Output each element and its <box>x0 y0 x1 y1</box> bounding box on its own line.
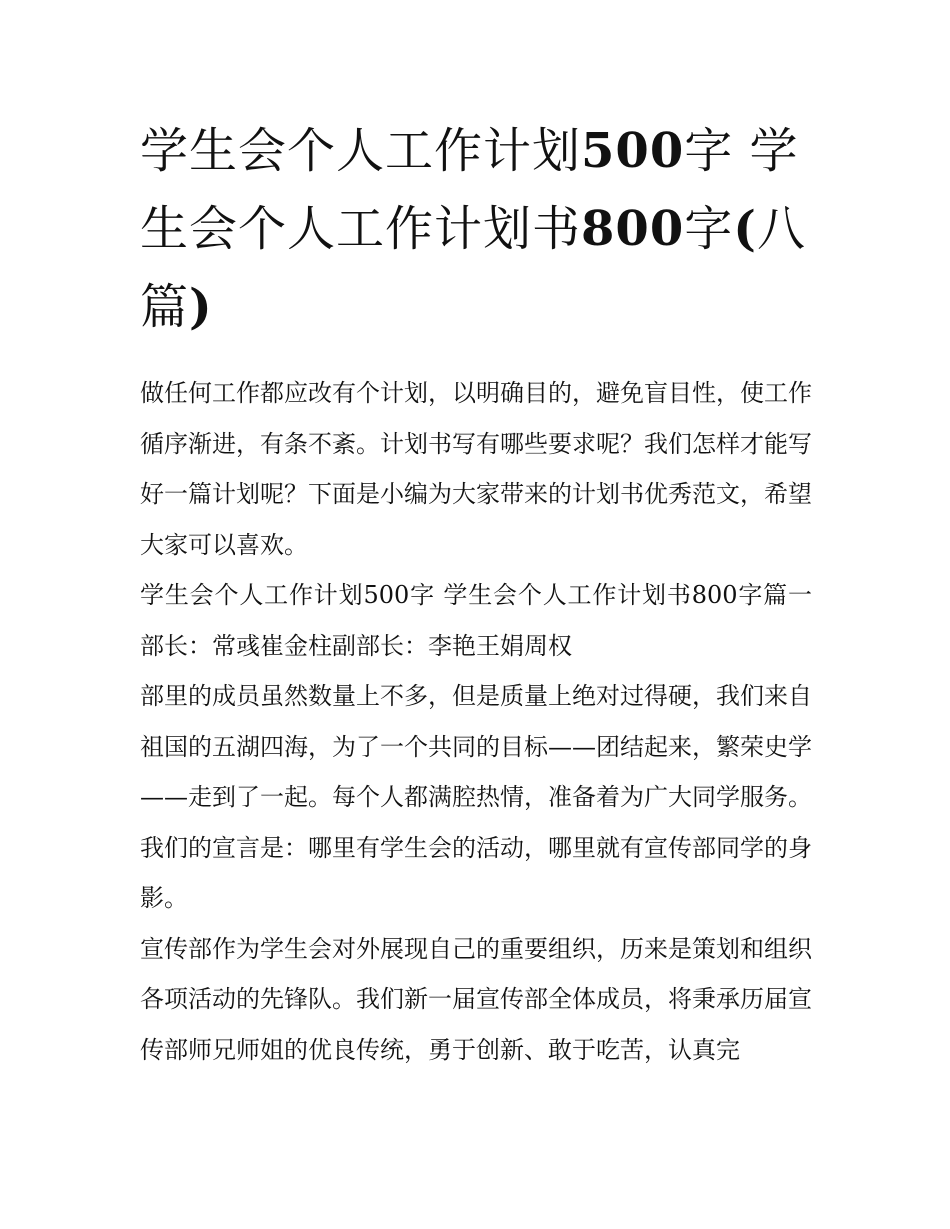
paragraph-members: 部里的成员虽然数量上不多，但是质量上绝对过得硬，我们来自祖国的五湖四海，为了一个共同的目标——团结起来，繁荣史学——走到了一起。每个人都满腔热情，准备着为广大同学服务。 <box>140 682 812 811</box>
paragraph-section-heading: 学生会个人工作计划500字 学生会个人工作计划书800字篇一 部长：常彧崔金柱副部长：李艳王娟周权 <box>140 581 812 660</box>
document-title: 学生会个人工作计划500字 学生会个人工作计划书800字(八篇) <box>140 123 806 335</box>
paragraph-intro: 做任何工作都应改有个计划，以明确目的，避免盲目性，使工作循序渐进，有条不紊。计划书写有哪些要求呢？我们怎样才能写好一篇计划呢？下面是小编为大家带来的计划书优秀范文，希望大家可以喜欢。 <box>140 379 812 559</box>
paragraph-declaration: 我们的宣言是：哪里有学生会的活动，哪里就有宣传部同学的身影。 <box>140 833 812 912</box>
document-page <box>140 112 812 1075</box>
paragraph-role: 宣传部作为学生会对外展现自己的重要组织，历来是策划和组织各项活动的先锋队。我们新一届宣传部全体成员，将秉承历届宣传部师兄师姐的优良传统，勇于创新、敢于吃苦，认真完 <box>140 934 812 1064</box>
document-body <box>140 368 812 1075</box>
